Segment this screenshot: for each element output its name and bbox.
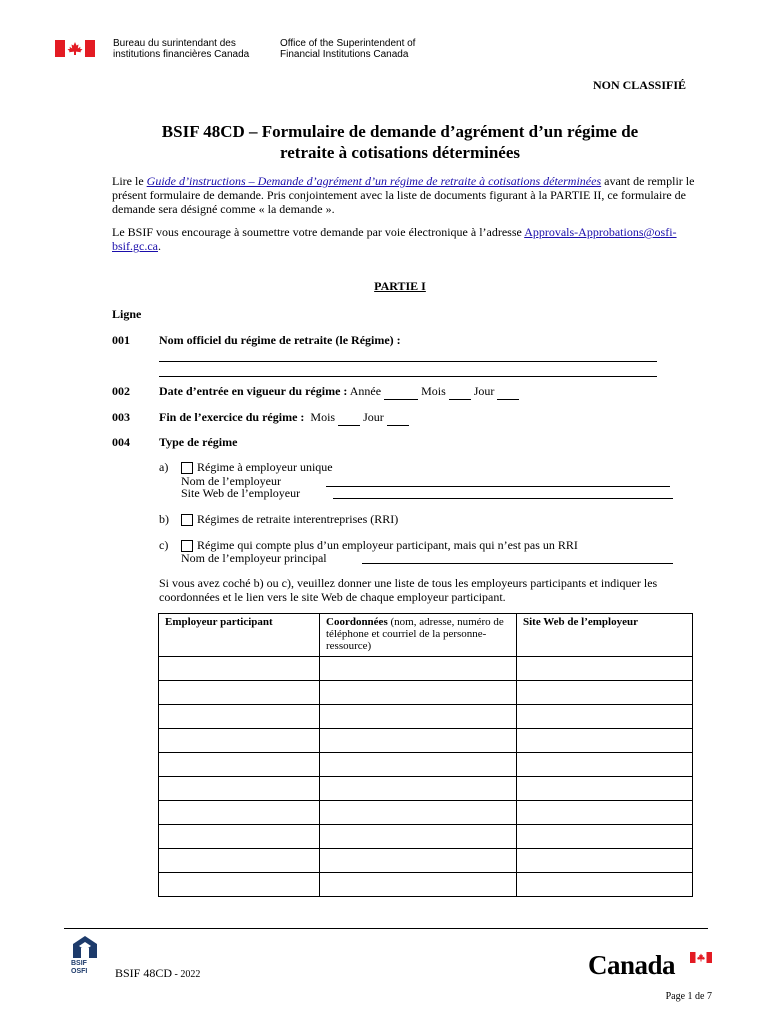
col-employer-website-text: Site Web de l’employeur: [523, 616, 638, 628]
line-003-label: Fin de l’exercice du régime :: [159, 410, 305, 424]
option-a-letter: a): [159, 460, 169, 474]
contact-cell[interactable]: [320, 657, 517, 681]
fiscal-day-label: Jour: [363, 410, 384, 424]
effective-year-field[interactable]: [384, 384, 418, 400]
line-002-label: Date d’entrée en vigueur du régime :: [159, 384, 348, 398]
ligne-header: Ligne: [112, 307, 142, 321]
table-row: [159, 873, 693, 897]
website-cell[interactable]: [517, 849, 693, 873]
employer-cell[interactable]: [159, 873, 320, 897]
line-004-number: 004: [112, 435, 130, 449]
dept-en-line2: Financial Institutions Canada: [280, 49, 409, 60]
employer-cell[interactable]: [159, 681, 320, 705]
contact-cell[interactable]: [320, 729, 517, 753]
line-004-label-text: Type de régime: [159, 435, 238, 449]
line-001-number: 001: [112, 333, 130, 347]
table-row: [159, 681, 693, 705]
contact-cell[interactable]: [320, 777, 517, 801]
option-a-row: [181, 461, 333, 474]
table-row: [159, 753, 693, 777]
option-c-label: Régime qui compte plus d’un employeur participant, mais qui n’est pas un RRI: [197, 538, 578, 552]
intro-p2-suffix: .: [157, 239, 161, 253]
website-cell[interactable]: [517, 873, 693, 897]
multi-employer-plan-checkbox[interactable]: [181, 514, 193, 526]
effective-month-field[interactable]: [449, 384, 471, 400]
website-cell[interactable]: [517, 729, 693, 753]
contact-cell[interactable]: [320, 681, 517, 705]
option-a-employer-label: Nom de l’employeur: [181, 474, 281, 488]
website-cell[interactable]: [517, 801, 693, 825]
line-001-label: [159, 333, 401, 348]
table-row: [159, 777, 693, 801]
intro-paragraph-1: [112, 174, 702, 216]
logo-bsif-text: BSIF: [71, 960, 87, 967]
form-code: BSIF 48CD: [115, 966, 173, 980]
line-004-label: [159, 435, 237, 450]
col-participating-employer: [159, 614, 320, 657]
line-001-label-text: Nom officiel du régime de retraite (le Régime) :: [159, 333, 401, 347]
table-header-row: [159, 614, 693, 657]
employer-cell[interactable]: [159, 777, 320, 801]
department-name-fr: [113, 38, 249, 60]
contact-cell[interactable]: [320, 849, 517, 873]
page-number: Page 1 de 7: [665, 991, 712, 1002]
col-participating-employer-text: Employeur participant: [165, 616, 273, 628]
website-cell[interactable]: [517, 825, 693, 849]
employer-name-field[interactable]: [326, 486, 670, 487]
approvals-email-link[interactable]: Approvals-Approbations@osfi-bsif.gc.ca: [112, 225, 677, 253]
canada-wordmark-flag-icon: [690, 952, 712, 963]
line-003-number: 003: [112, 410, 130, 424]
line-002-row: [159, 384, 519, 400]
employer-cell[interactable]: [159, 657, 320, 681]
employer-website-field[interactable]: [333, 498, 673, 499]
employer-cell[interactable]: [159, 705, 320, 729]
effective-month-label: Mois: [421, 384, 446, 398]
intro-p1-suffix: avant de remplir le présent formulaire de demande. Pris conjointement avec la liste de documents figurant à la PARTIE II, ce formulaire de demande sera désigné comme « la demande ».: [112, 174, 695, 216]
dept-fr-line2: institutions financières Canada: [113, 49, 250, 60]
dept-fr-line1: Bureau du surintendant des: [113, 38, 236, 49]
employer-cell[interactable]: [159, 729, 320, 753]
table-row: [159, 849, 693, 873]
fiscal-month-field[interactable]: [338, 410, 360, 426]
website-cell[interactable]: [517, 681, 693, 705]
contact-cell[interactable]: [320, 801, 517, 825]
website-cell[interactable]: [517, 657, 693, 681]
logo-osfi-text: OSFI: [71, 968, 88, 975]
option-c-employer-label: Nom de l’employeur principal: [181, 551, 327, 565]
part-1-heading: PARTIE I: [374, 279, 426, 293]
single-employer-checkbox[interactable]: [181, 462, 193, 474]
form-title-line2: retraite à cotisations déterminées: [280, 143, 520, 162]
form-title-line1: BSIF 48CD – Formulaire de demande d’agrément d’un régime de: [161, 122, 639, 141]
plan-name-field-line-2[interactable]: [159, 376, 657, 377]
footer-rule: [64, 928, 708, 929]
option-b-label: Régimes de retraite interentreprises (RRI): [197, 512, 399, 526]
classification-label: NON CLASSIFIÉ: [592, 78, 686, 92]
line-002-number: 002: [112, 384, 130, 398]
table-row: [159, 705, 693, 729]
table-row: [159, 825, 693, 849]
employer-cell[interactable]: [159, 825, 320, 849]
table-row: [159, 729, 693, 753]
contact-cell[interactable]: [320, 825, 517, 849]
employer-cell[interactable]: [159, 801, 320, 825]
participating-employers-table: [158, 613, 693, 897]
option-b-letter: b): [159, 512, 169, 526]
intro-p1-prefix: Lire le: [112, 174, 147, 188]
table-row: [159, 657, 693, 681]
form-year: - 2022: [172, 969, 201, 980]
form-title: [90, 121, 710, 163]
col-employer-website: [517, 614, 693, 657]
col-contact-details-rest: (nom, adresse, numéro de téléphone et courriel de la personne-ressource): [326, 616, 504, 652]
option-a-website-label: Site Web de l’employeur: [181, 486, 301, 500]
canada-flag-icon: [55, 40, 95, 57]
effective-year-label: Année: [349, 384, 382, 398]
table-row: [159, 801, 693, 825]
footer-form-code: [115, 966, 200, 981]
option-b-row: [181, 513, 398, 526]
plan-name-field-line-1[interactable]: [159, 361, 657, 362]
col-contact-details: [320, 614, 517, 657]
instructions-guide-link[interactable]: Guide d’instructions – Demande d’agrément d’un régime de retraite à cotisations déterminées: [146, 174, 602, 188]
col-contact-details-bold: Coordonnées: [326, 616, 388, 628]
fiscal-month-label: Mois: [310, 410, 336, 424]
line-003-row: [159, 410, 409, 426]
effective-day-field[interactable]: [497, 384, 519, 400]
website-cell[interactable]: [517, 777, 693, 801]
contact-cell[interactable]: [320, 753, 517, 777]
contact-cell[interactable]: [320, 873, 517, 897]
contact-cell[interactable]: [320, 705, 517, 729]
intro-p2-prefix: Le BSIF vous encourage à soumettre votre demande par voie électronique à l’adresse: [112, 225, 525, 239]
canada-wordmark: Canada: [588, 950, 676, 980]
option-a-label: Régime à employeur unique: [197, 460, 333, 474]
website-cell[interactable]: [517, 705, 693, 729]
principal-employer-field[interactable]: [362, 563, 673, 564]
osfi-logo-icon: [69, 934, 101, 960]
website-cell[interactable]: [517, 753, 693, 777]
employer-cell[interactable]: [159, 849, 320, 873]
fiscal-day-field[interactable]: [387, 410, 409, 426]
dept-en-line1: Office of the Superintendent of: [280, 38, 416, 49]
effective-day-label: Jour: [473, 384, 495, 398]
employer-cell[interactable]: [159, 753, 320, 777]
intro-paragraph-2: [112, 225, 702, 253]
department-name-en: [280, 38, 415, 60]
option-c-letter: c): [159, 538, 169, 552]
participating-employers-instructions: Si vous avez coché b) ou c), veuillez donner une liste de tous les employeurs participants et indiquer les coordonnées et le lien vers le site Web de chaque employeur participant.: [159, 576, 658, 604]
osfi-logo-text: [71, 960, 87, 976]
